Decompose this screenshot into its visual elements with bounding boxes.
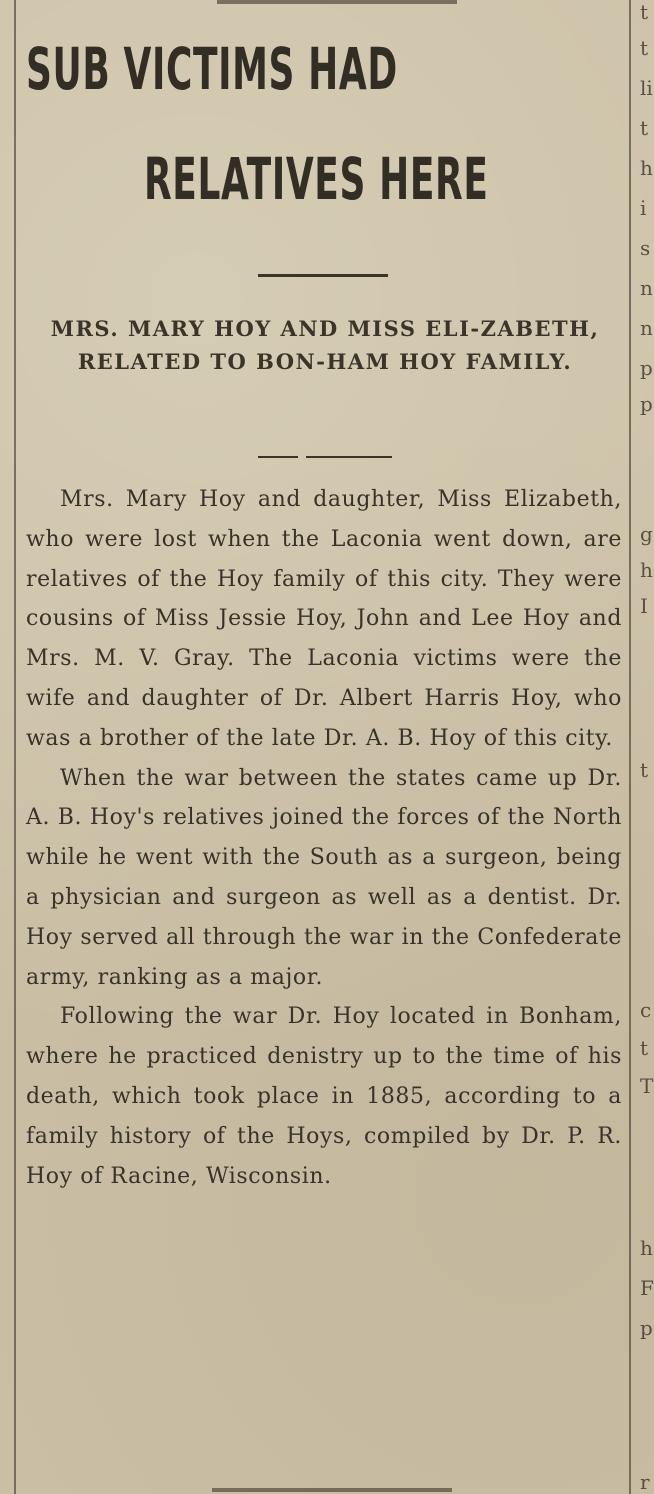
adjacent-column-fragment [638, 0, 654, 1494]
subheadline: MRS. MARY HOY AND MISS ELI-ZABETH, RELATED TO BON-HAM HOY FAMILY. [50, 316, 600, 374]
margin-letter: g [640, 522, 653, 546]
article-body [26, 480, 622, 1196]
margin-letter: p [640, 392, 653, 416]
paragraph-3: Following the war Dr. Hoy located in Bonham, where he practiced denistry up to the time of his death, which took place in 1885, according to a family history of the Hoys, compiled by Dr. P. R. Hoy of Racine, Wisconsin. [26, 1004, 622, 1189]
headline-divider [258, 274, 388, 277]
left-column-rule [14, 0, 16, 1494]
margin-letter: c [640, 998, 652, 1022]
margin-letter: p [640, 1316, 653, 1340]
margin-letter: h [640, 156, 653, 180]
article-column [22, 0, 622, 1494]
margin-letter: t [640, 116, 649, 140]
margin-letter: t [640, 1036, 649, 1060]
margin-letter: r [640, 1470, 650, 1494]
top-divider [217, 0, 457, 4]
bottom-divider [212, 1488, 452, 1492]
paragraph-1: Mrs. Mary Hoy and daughter, Miss Elizabeth, who were lost when the Laconia went down, are relatives of the Hoy family of this city. They were cousins of Miss Jessie Hoy, John and Lee Hoy and Mrs. M. V. Gray. The Laconia victims were the wife and daughter of Dr. Albert Harris Hoy, who was a brother of the late Dr. A. B. Hoy of this city. [26, 487, 622, 751]
margin-letter: T [640, 1074, 654, 1098]
margin-letter: t [640, 36, 649, 60]
headline-line-2: RELATIVES HERE [144, 145, 489, 213]
right-column-rule [629, 0, 631, 1494]
margin-letter: n [640, 316, 653, 340]
headline-line-1: SUB VICTIMS HAD [26, 35, 398, 103]
margin-letter: t [640, 758, 649, 782]
subhead-divider-short [258, 456, 298, 458]
margin-letter: h [640, 1236, 653, 1260]
margin-letter: I [640, 594, 648, 618]
margin-letter: p [640, 356, 653, 380]
subhead-divider-long [306, 456, 392, 458]
margin-letter: n [640, 276, 653, 300]
margin-letter: i [640, 196, 647, 220]
paragraph-2: When the war between the states came up Dr. A. B. Hoy's relatives joined the forces of the North while he went with the South as a surgeon, being a physician and surgeon as well as a dentist. Dr. Hoy served all through the war in the Confederate army, ranking as a major. [26, 765, 622, 990]
margin-letter: s [640, 236, 651, 260]
margin-letter: F [640, 1276, 654, 1300]
margin-letter: h [640, 558, 653, 582]
margin-letter: li [640, 76, 653, 100]
margin-letter: t [640, 0, 649, 24]
